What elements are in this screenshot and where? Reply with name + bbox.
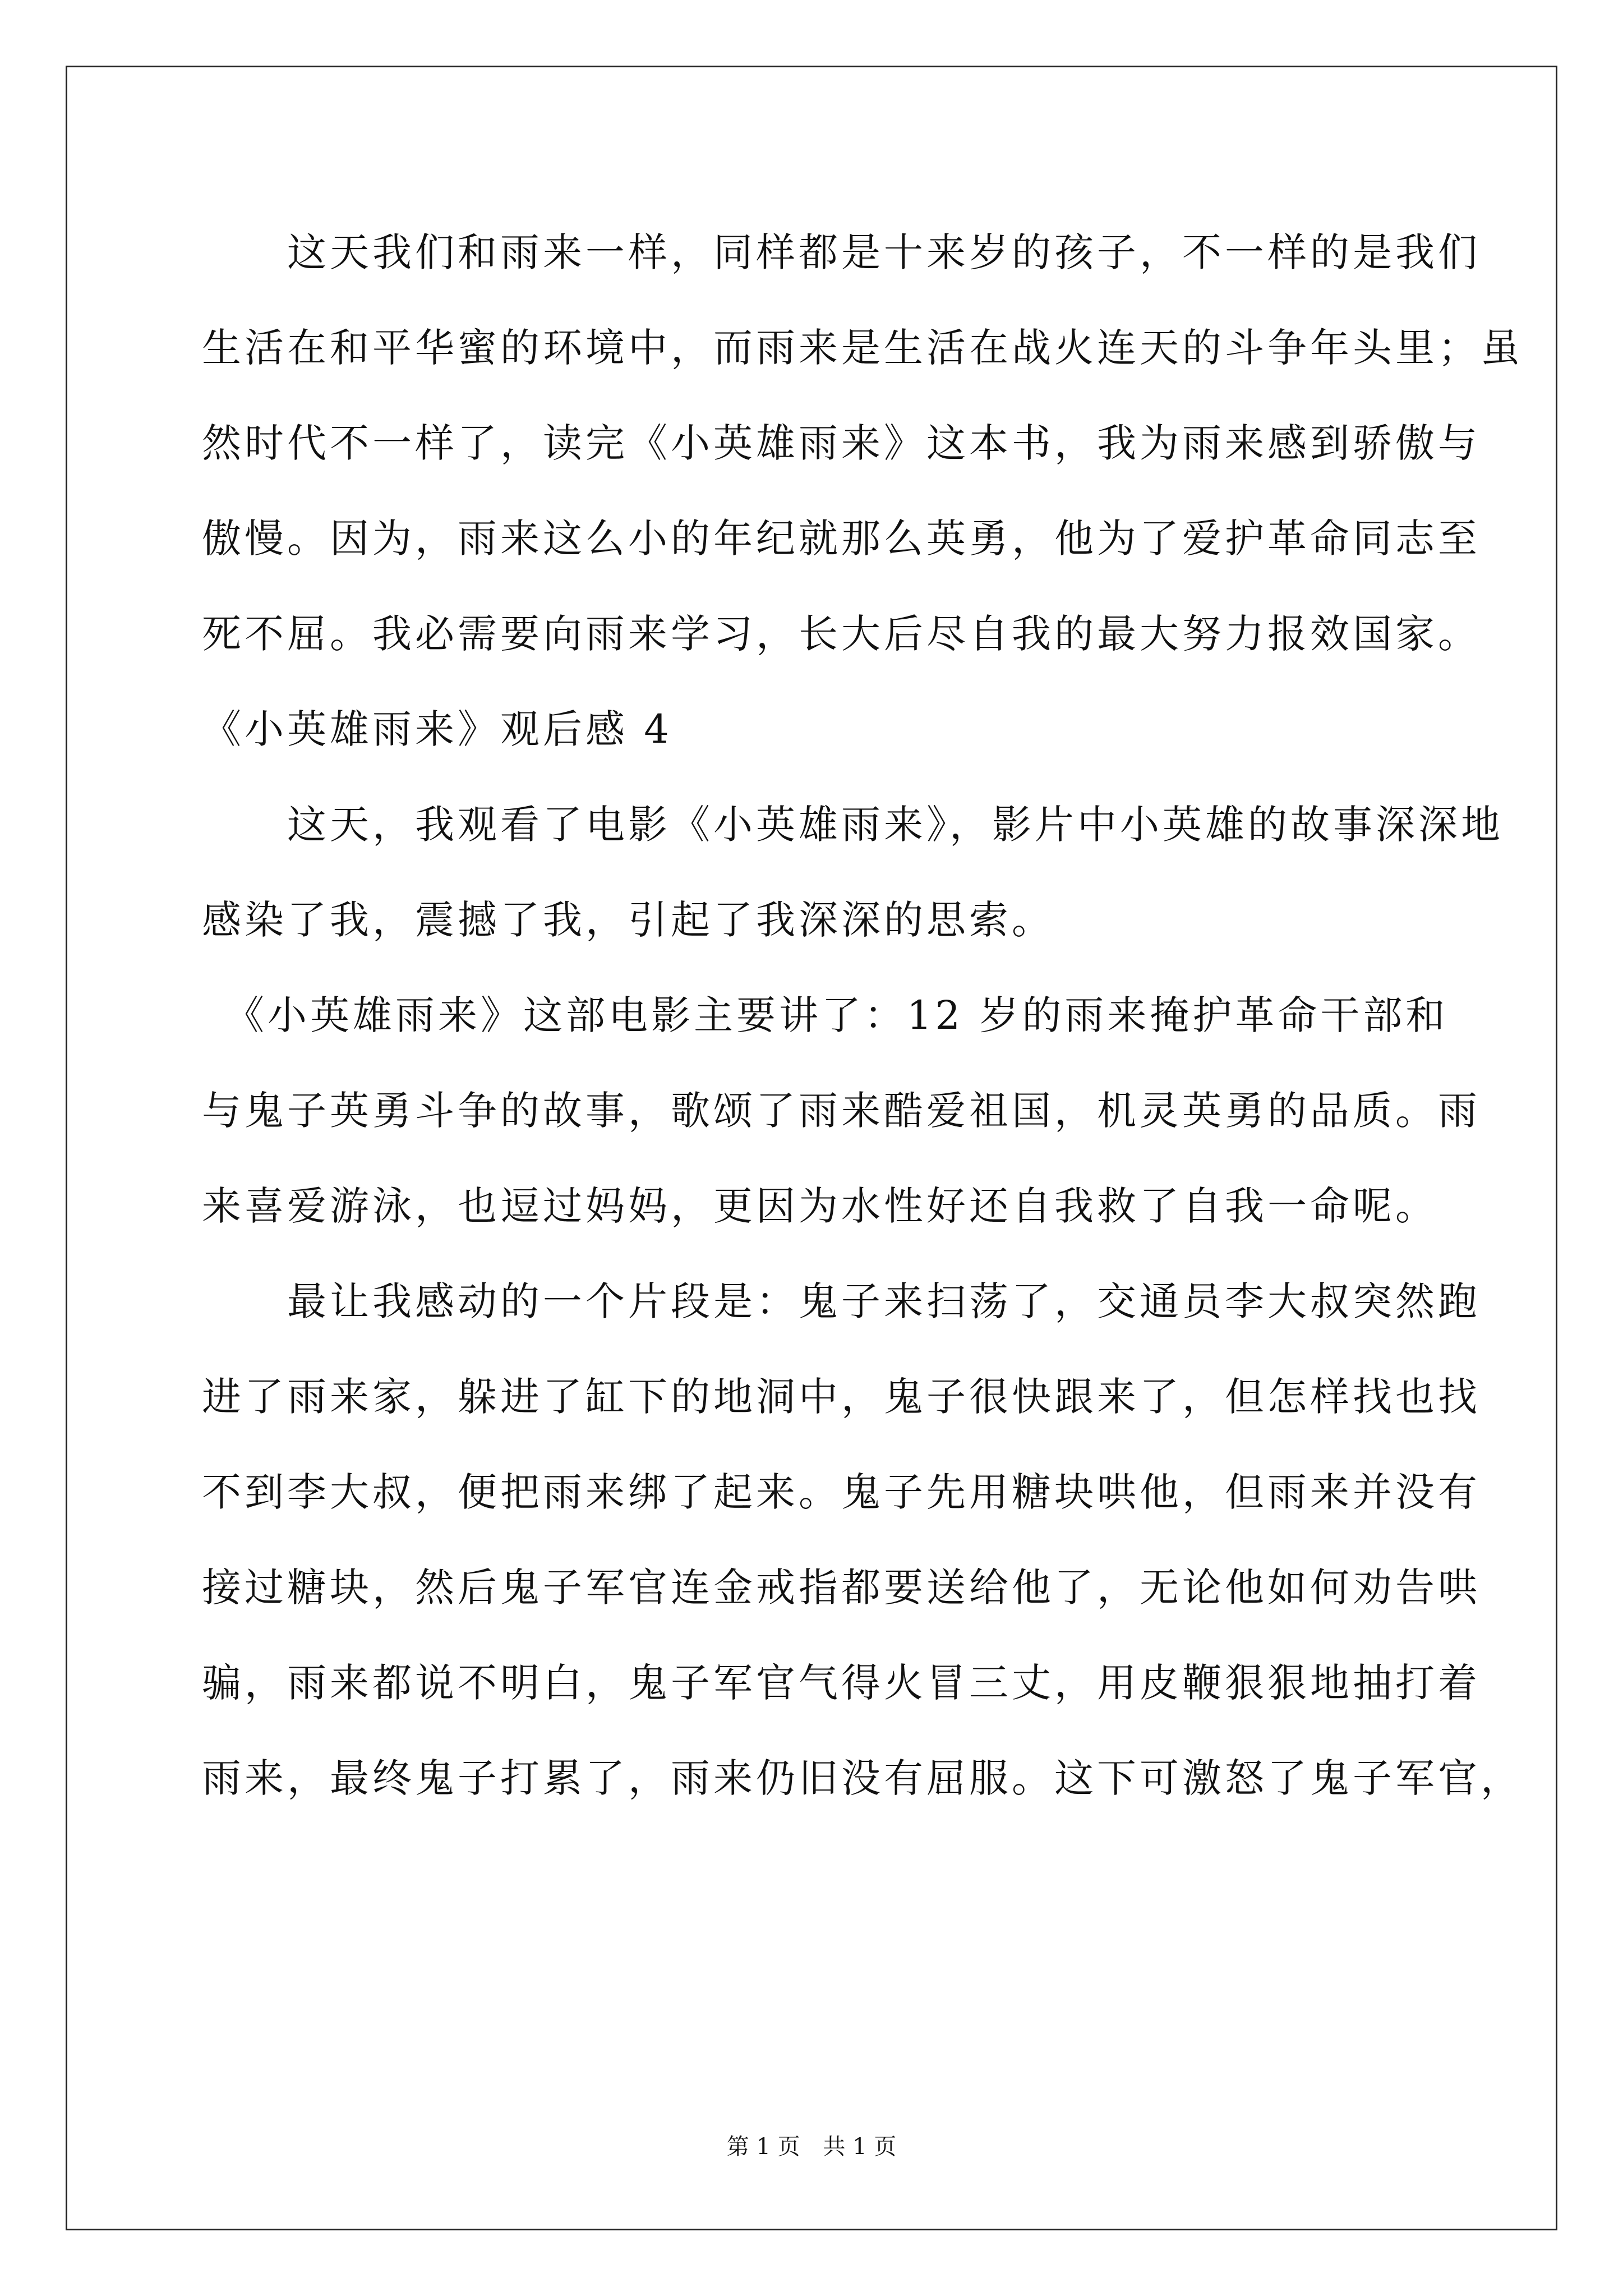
document-body <box>202 222 1523 1843</box>
text-line: 不到李大叔，便把雨来绑了起来。鬼子先用糖块哄他，但雨来并没有 <box>202 1469 1481 1515</box>
section-heading: 《小英雄雨来》观后感 4 <box>202 706 672 752</box>
text-line: 死不屈。我必需要向雨来学习，长大后尽自我的最大努力报效国家。 <box>202 611 1481 657</box>
text-line: 生活在和平华蜜的环境中，而雨来是生活在战火连天的斗争年头里；虽 <box>202 325 1523 371</box>
text-line: 接过糖块，然后鬼子军官连金戒指都要送给他了，无论他如何劝告哄 <box>202 1565 1481 1611</box>
text-line: 感染了我，震撼了我，引起了我深深的思索。 <box>202 897 1054 943</box>
page-footer <box>0 2130 1623 2164</box>
text-line: 这天我们和雨来一样，同样都是十来岁的孩子，不一样的是我们 <box>202 229 1481 275</box>
page-number: 第 1 页 <box>726 2134 800 2160</box>
text-line: 傲慢。因为，雨来这么小的年纪就那么英勇，他为了爱护革命同志至 <box>202 516 1481 562</box>
text-line: 进了雨来家，躲进了缸下的地洞中，鬼子很快跟来了，但怎样找也找 <box>202 1374 1481 1420</box>
text-line: 骗，雨来都说不明白，鬼子军官气得火冒三丈，用皮鞭狠狠地抽打着 <box>202 1660 1481 1706</box>
text-line: 然时代不一样了，读完《小英雄雨来》这本书，我为雨来感到骄傲与 <box>202 420 1481 466</box>
text-line: 这天，我观看了电影《小英雄雨来》，影片中小英雄的故事深深地 <box>202 802 1504 848</box>
text-line: 与鬼子英勇斗争的故事，歌颂了雨来酷爱祖国，机灵英勇的品质。雨 <box>202 1088 1481 1134</box>
page-total: 共 1 页 <box>823 2134 897 2160</box>
text-line: 雨来，最终鬼子打累了，雨来仍旧没有屈服。这下可激怒了鬼子军官， <box>202 1755 1523 1801</box>
text-line: 《小英雄雨来》这部电影主要讲了：12 岁的雨来掩护革命干部和 <box>202 992 1449 1038</box>
text-line: 最让我感动的一个片段是：鬼子来扫荡了，交通员李大叔突然跑 <box>202 1278 1481 1324</box>
text-line: 来喜爱游泳，也逗过妈妈，更因为水性好还自我救了自我一命呢。 <box>202 1183 1438 1229</box>
